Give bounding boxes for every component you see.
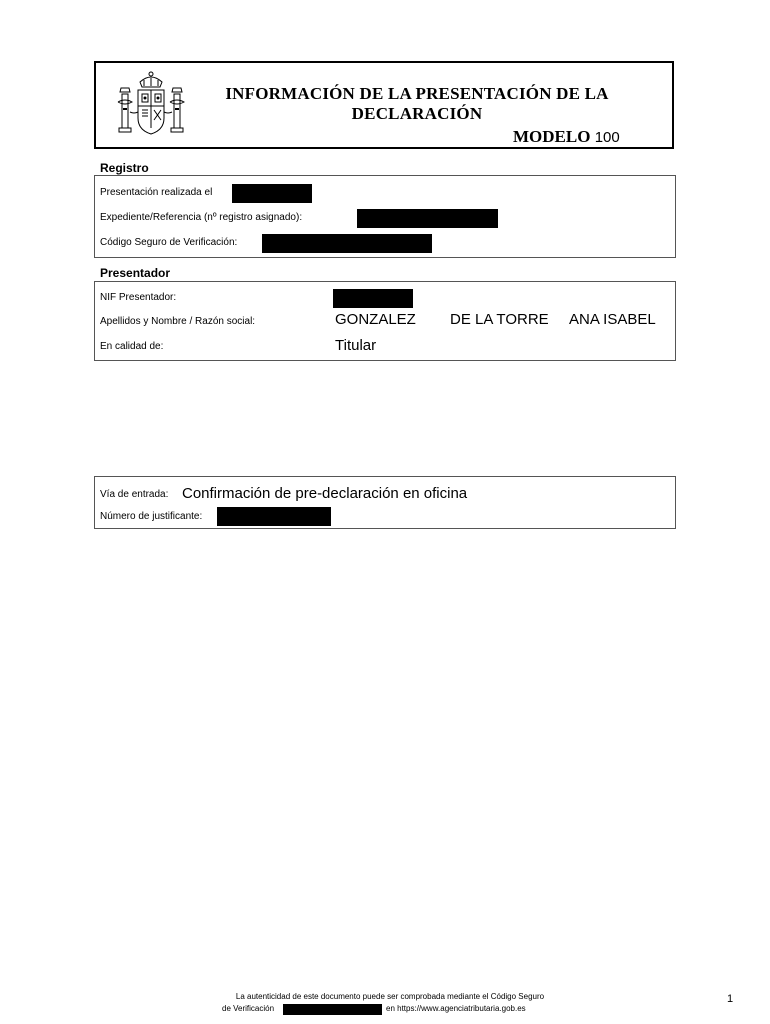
nif-label: NIF Presentador: [100, 292, 177, 303]
nombre-value: ANA ISABEL [569, 311, 656, 328]
spain-coat-of-arms-icon [114, 68, 188, 140]
presentador-section-title: Presentador [100, 266, 171, 280]
csv-redaction [262, 234, 432, 253]
document-title-line2: DECLARACIÓN [351, 104, 483, 123]
footer-line2-prefix: de Verificación [222, 1004, 275, 1013]
csv-label: Código Seguro de Verificación: [100, 237, 238, 248]
expediente-redaction [357, 209, 498, 228]
nombre-label: Apellidos y Nombre / Razón social: [100, 316, 256, 327]
apellido2-value: DE LA TORRE [450, 311, 549, 328]
presentacion-label: Presentación realizada el [100, 187, 213, 198]
presentacion-date-redaction [232, 184, 312, 203]
modelo-word: MODELO [513, 127, 591, 146]
page-number: 1 [727, 993, 734, 1005]
justificante-redaction [217, 507, 331, 526]
calidad-label: En calidad de: [100, 341, 164, 352]
via-value: Confirmación de pre-declaración en oficina [182, 485, 468, 502]
footer-line2-suffix: en https://www.agenciatributaria.gob.es [386, 1004, 526, 1013]
nif-redaction [333, 289, 413, 308]
calidad-value: Titular [335, 337, 377, 354]
modelo-label [513, 127, 620, 147]
via-label: Vía de entrada: [100, 489, 169, 500]
document-title-line1: INFORMACIÓN DE LA PRESENTACIÓN DE LA [225, 84, 609, 103]
footer-csv-redaction [283, 1004, 382, 1015]
registro-section-title: Registro [100, 161, 149, 175]
footer-line1: La autenticidad de este documento puede ser comprobada mediante el Código Seguro [235, 992, 545, 1001]
modelo-number: 100 [594, 129, 620, 146]
apellido1-value: GONZALEZ [335, 311, 416, 328]
expediente-label: Expediente/Referencia (nº registro asignado): [100, 212, 303, 223]
justificante-label: Número de justificante: [100, 511, 203, 522]
